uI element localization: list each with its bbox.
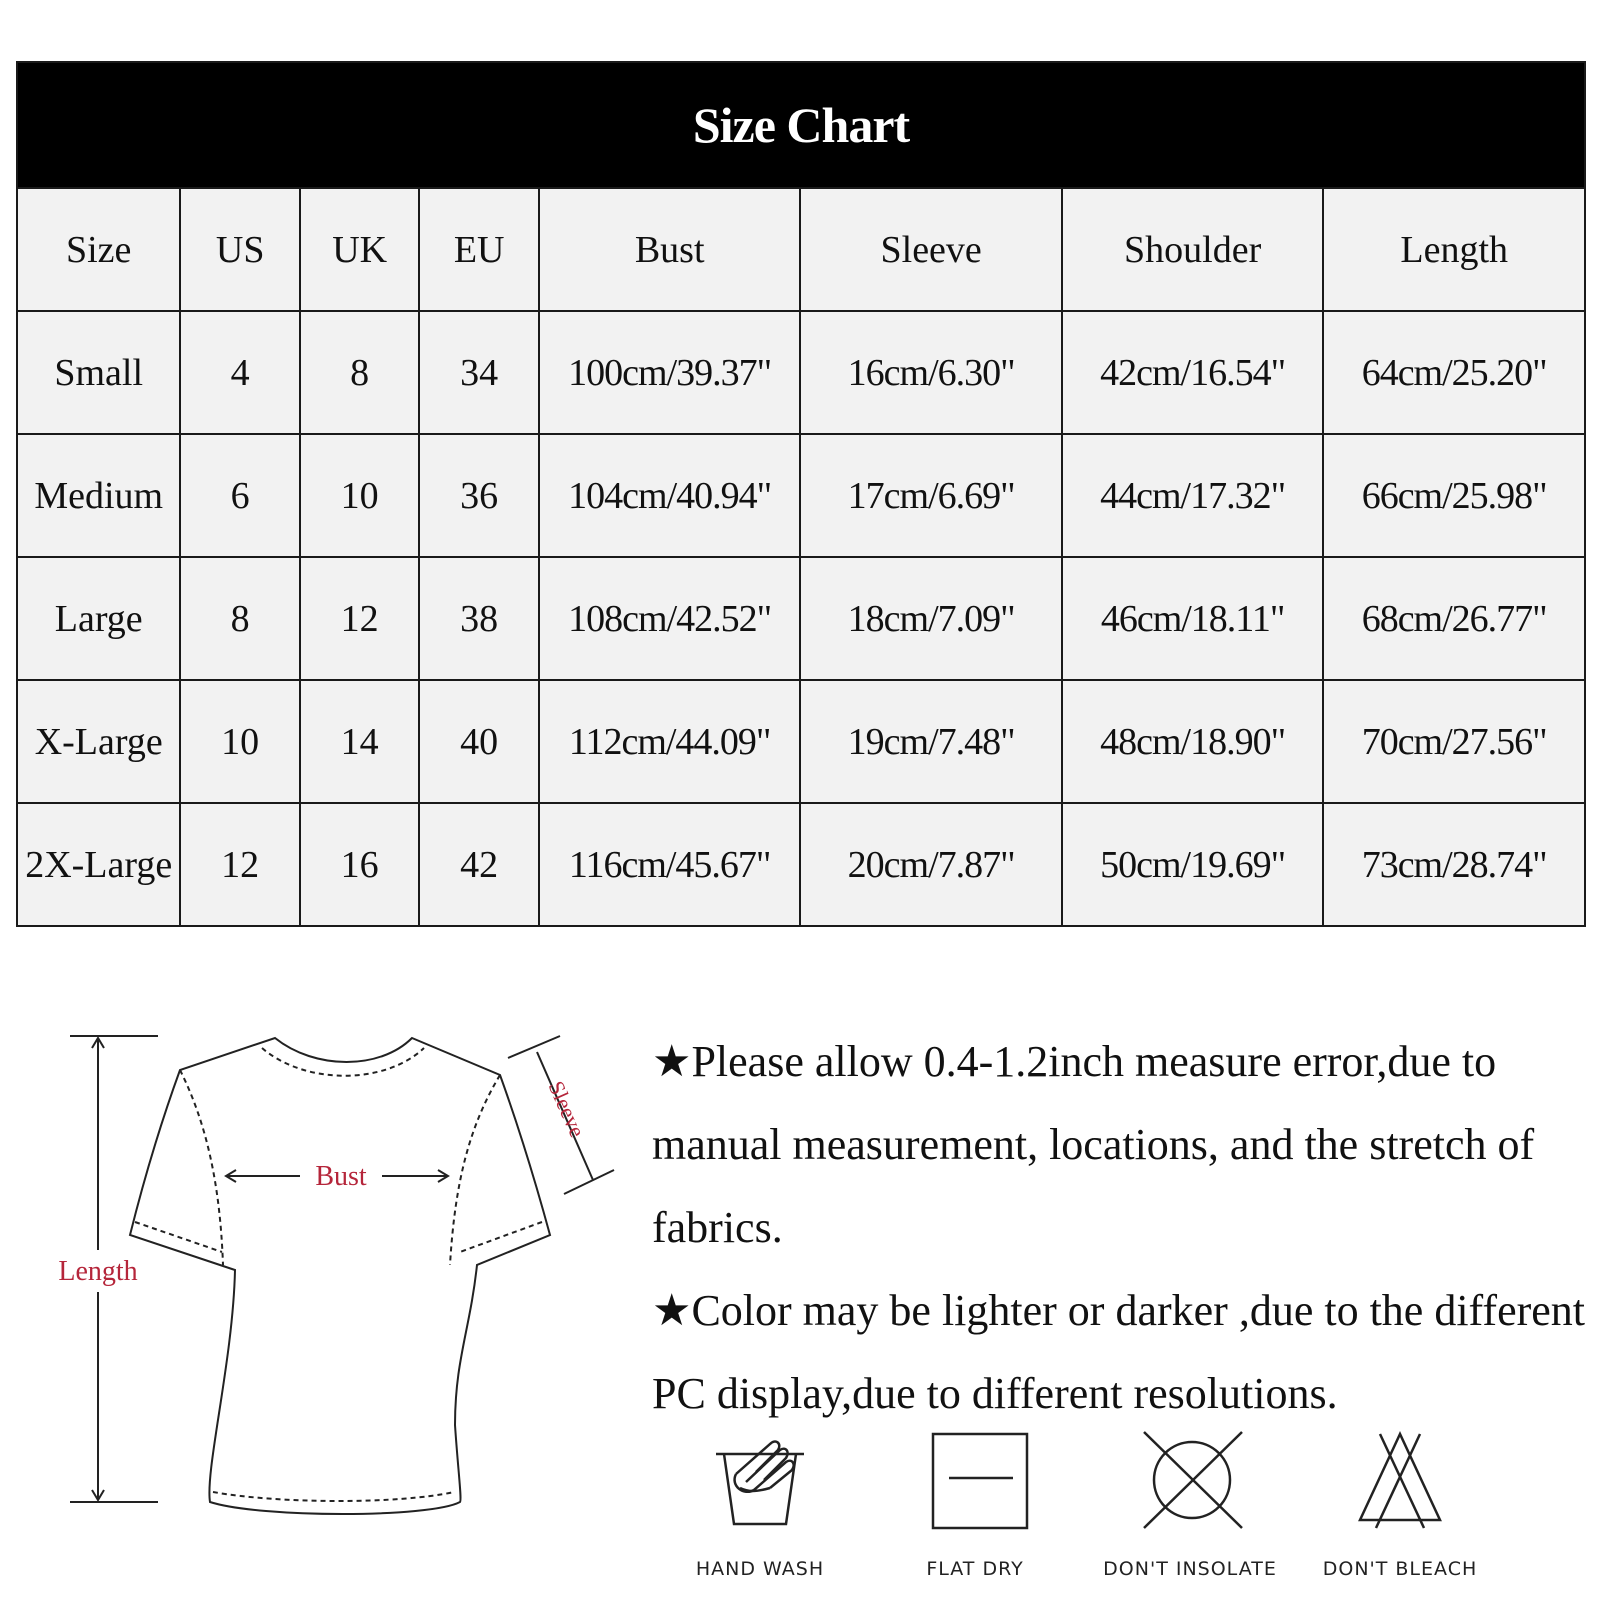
header-size: Size xyxy=(17,188,180,311)
length-label: Length xyxy=(58,1256,138,1287)
tshirt-outline xyxy=(130,1038,550,1514)
sleeve-top-tick xyxy=(508,1036,560,1058)
cell-length: 68cm/26.77" xyxy=(1323,557,1585,680)
bust-label: Bust xyxy=(315,1161,367,1192)
cell-length: 73cm/28.74" xyxy=(1323,803,1585,926)
tshirt-measurement-diagram xyxy=(30,1030,630,1550)
cell-bust: 116cm/45.67" xyxy=(539,803,800,926)
header-bust: Bust xyxy=(539,188,800,311)
table-row xyxy=(17,680,1585,803)
hand-wash-label: HAND WASH xyxy=(695,1558,825,1580)
cell-sleeve: 20cm/7.87" xyxy=(800,803,1061,926)
cell-sleeve: 18cm/7.09" xyxy=(800,557,1061,680)
header-uk: UK xyxy=(300,188,420,311)
cell-eu: 34 xyxy=(419,311,539,434)
sleeve-label: Sleeve xyxy=(543,1077,591,1141)
table-row xyxy=(17,311,1585,434)
cell-length: 70cm/27.56" xyxy=(1323,680,1585,803)
table-row xyxy=(17,803,1585,926)
header-us: US xyxy=(180,188,300,311)
left-cuff-stitch xyxy=(135,1222,222,1252)
cell-uk: 10 xyxy=(300,434,420,557)
size-chart-title: Size Chart xyxy=(17,62,1585,188)
cell-size: Medium xyxy=(17,434,180,557)
cell-bust: 108cm/42.52" xyxy=(539,557,800,680)
table-row xyxy=(17,557,1585,680)
care-hand-wash xyxy=(660,1430,860,1580)
right-cuff-stitch xyxy=(460,1222,542,1252)
hem-stitch xyxy=(213,1492,454,1501)
dont-bleach-label: DON'T BLEACH xyxy=(1322,1558,1478,1580)
dont-bleach-icon xyxy=(1340,1430,1460,1530)
cell-shoulder: 48cm/18.90" xyxy=(1062,680,1323,803)
cell-eu: 36 xyxy=(419,434,539,557)
cell-size: X-Large xyxy=(17,680,180,803)
cell-shoulder: 50cm/19.69" xyxy=(1062,803,1323,926)
header-length: Length xyxy=(1323,188,1585,311)
cell-bust: 104cm/40.94" xyxy=(539,434,800,557)
cell-us: 4 xyxy=(180,311,300,434)
cell-uk: 12 xyxy=(300,557,420,680)
dont-insolate-icon xyxy=(1130,1430,1250,1530)
cell-size: Large xyxy=(17,557,180,680)
cell-uk: 16 xyxy=(300,803,420,926)
cell-length: 66cm/25.98" xyxy=(1323,434,1585,557)
notes-block xyxy=(652,1020,1592,1435)
cell-sleeve: 16cm/6.30" xyxy=(800,311,1061,434)
care-dont-bleach xyxy=(1300,1430,1500,1580)
cell-shoulder: 42cm/16.54" xyxy=(1062,311,1323,434)
flat-dry-icon xyxy=(915,1430,1035,1530)
care-flat-dry xyxy=(875,1430,1075,1580)
left-sleeve-seam xyxy=(180,1070,223,1265)
table-header-row xyxy=(17,188,1585,311)
flat-dry-label: FLAT DRY xyxy=(926,1558,1024,1580)
cell-us: 8 xyxy=(180,557,300,680)
cell-size: Small xyxy=(17,311,180,434)
cell-eu: 42 xyxy=(419,803,539,926)
hand-wash-icon xyxy=(700,1430,820,1530)
cell-us: 6 xyxy=(180,434,300,557)
cell-uk: 8 xyxy=(300,311,420,434)
cell-sleeve: 19cm/7.48" xyxy=(800,680,1061,803)
header-sleeve: Sleeve xyxy=(800,188,1061,311)
size-chart-table xyxy=(16,61,1586,927)
care-instructions xyxy=(660,1430,1580,1590)
sleeve-bottom-tick xyxy=(564,1170,614,1194)
cell-us: 12 xyxy=(180,803,300,926)
header-shoulder: Shoulder xyxy=(1062,188,1323,311)
cell-uk: 14 xyxy=(300,680,420,803)
cell-shoulder: 46cm/18.11" xyxy=(1062,557,1323,680)
cell-eu: 38 xyxy=(419,557,539,680)
note-color-difference: ★Color may be lighter or darker ,due to the different PC display,due to different resolutions. xyxy=(652,1286,1586,1418)
cell-size: 2X-Large xyxy=(17,803,180,926)
cell-bust: 100cm/39.37" xyxy=(539,311,800,434)
dont-insolate-label: DON'T INSOLATE xyxy=(1103,1558,1277,1580)
header-eu: EU xyxy=(419,188,539,311)
cell-sleeve: 17cm/6.69" xyxy=(800,434,1061,557)
note-measure-error: ★Please allow 0.4-1.2inch measure error,due to manual measurement, locations, and the stretch of fabrics. xyxy=(652,1037,1535,1252)
cell-length: 64cm/25.20" xyxy=(1323,311,1585,434)
cell-eu: 40 xyxy=(419,680,539,803)
cell-bust: 112cm/44.09" xyxy=(539,680,800,803)
table-row xyxy=(17,434,1585,557)
cell-us: 10 xyxy=(180,680,300,803)
right-sleeve-seam xyxy=(450,1075,500,1265)
cell-shoulder: 44cm/17.32" xyxy=(1062,434,1323,557)
care-dont-insolate xyxy=(1090,1430,1290,1580)
